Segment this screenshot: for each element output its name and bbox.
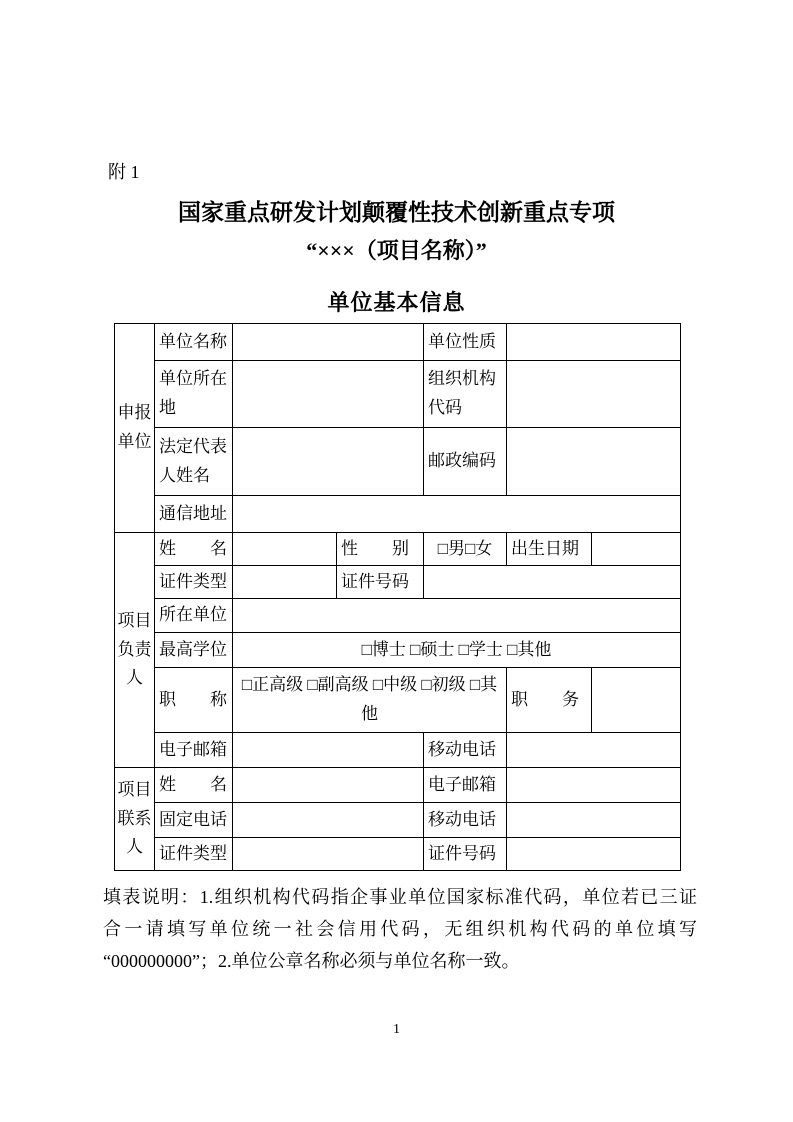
leader-title-checkboxes[interactable]: □正高级 □副高级 □中级 □初级 □其他 [233,668,507,733]
document-subtitle: “×××（项目名称）” [306,238,487,263]
table-row [115,768,681,803]
table-row [115,733,681,768]
table-row [115,361,681,428]
leader-mobile-label: 移动电话 [424,733,507,768]
fill-instructions-line: 合一请填写单位统一社会信用代码，无组织机构代码的单位填写 [103,919,697,939]
leader-title-label: 职 称 [155,668,233,733]
unit-location-field[interactable] [233,361,424,428]
table-row [115,633,681,668]
table-row [115,324,681,361]
address-field[interactable] [233,496,681,533]
fill-instructions [103,881,697,977]
table-row [115,533,681,566]
table-row [115,668,681,733]
table-row [115,599,681,633]
fill-instructions-line: “000000000”；2.单位公章名称必须与单位名称一致。 [103,951,520,971]
leader-gender-checkboxes[interactable]: □男□女 [424,533,507,566]
leader-position-label: 职 务 [507,668,592,733]
leader-id-number-label: 证件号码 [337,566,424,599]
unit-info-table [114,323,681,871]
contact-mobile-label: 移动电话 [424,803,507,838]
contact-email-field[interactable] [507,768,681,803]
contact-email-label: 电子邮箱 [424,768,507,803]
contact-name-label: 姓 名 [155,768,233,803]
contact-name-field[interactable] [233,768,424,803]
contact-id-number-label: 证件号码 [424,838,507,871]
leader-email-field[interactable] [233,733,424,768]
leader-name-label: 姓 名 [155,533,233,566]
contact-landline-label: 固定电话 [155,803,233,838]
section-label-applicant: 申报单位 [115,324,155,533]
postal-code-field[interactable] [507,428,681,496]
form-title: 单位基本信息 [327,290,466,315]
unit-location-label: 单位所在地 [155,361,233,428]
leader-position-field[interactable] [592,668,681,733]
table-row [115,428,681,496]
section-label-leader: 项目负责人 [115,533,155,768]
leader-email-label: 电子邮箱 [155,733,233,768]
table-row [115,838,681,871]
leader-id-type-label: 证件类型 [155,566,233,599]
unit-nature-label: 单位性质 [424,324,507,361]
address-label: 通信地址 [155,496,233,533]
leader-mobile-field[interactable] [507,733,681,768]
unit-name-label: 单位名称 [155,324,233,361]
contact-id-type-label: 证件类型 [155,838,233,871]
leader-name-field[interactable] [233,533,337,566]
legal-rep-label: 法定代表人姓名 [155,428,233,496]
leader-birth-label: 出生日期 [507,533,592,566]
legal-rep-field[interactable] [233,428,424,496]
leader-degree-label: 最高学位 [155,633,233,668]
unit-nature-field[interactable] [507,324,681,361]
leader-work-unit-field[interactable] [233,599,681,633]
org-code-field[interactable] [507,361,681,428]
table-row [115,566,681,599]
table-row [115,496,681,533]
leader-gender-label: 性 别 [337,533,424,566]
contact-id-type-field[interactable] [233,838,424,871]
contact-landline-field[interactable] [233,803,424,838]
postal-code-label: 邮政编码 [424,428,507,496]
leader-work-unit-label: 所在单位 [155,599,233,633]
contact-id-number-field[interactable] [507,838,681,871]
table-row [115,803,681,838]
attachment-label: 附 1 [108,162,140,182]
leader-id-type-field[interactable] [233,566,337,599]
section-label-contact: 项目联系人 [115,768,155,871]
contact-mobile-field[interactable] [507,803,681,838]
leader-degree-checkboxes[interactable]: □博士 □硕士 □学士 □其他 [233,633,681,668]
fill-instructions-line: 填表说明：1.组织机构代码指企事业单位国家标准代码，单位若已三证 [103,887,697,907]
org-code-label: 组织机构代码 [424,361,507,428]
document-title: 国家重点研发计划颠覆性技术创新重点专项 [178,200,615,225]
page-number: 1 [393,1022,400,1037]
leader-id-number-field[interactable] [424,566,681,599]
leader-birth-field[interactable] [592,533,681,566]
unit-name-field[interactable] [233,324,424,361]
